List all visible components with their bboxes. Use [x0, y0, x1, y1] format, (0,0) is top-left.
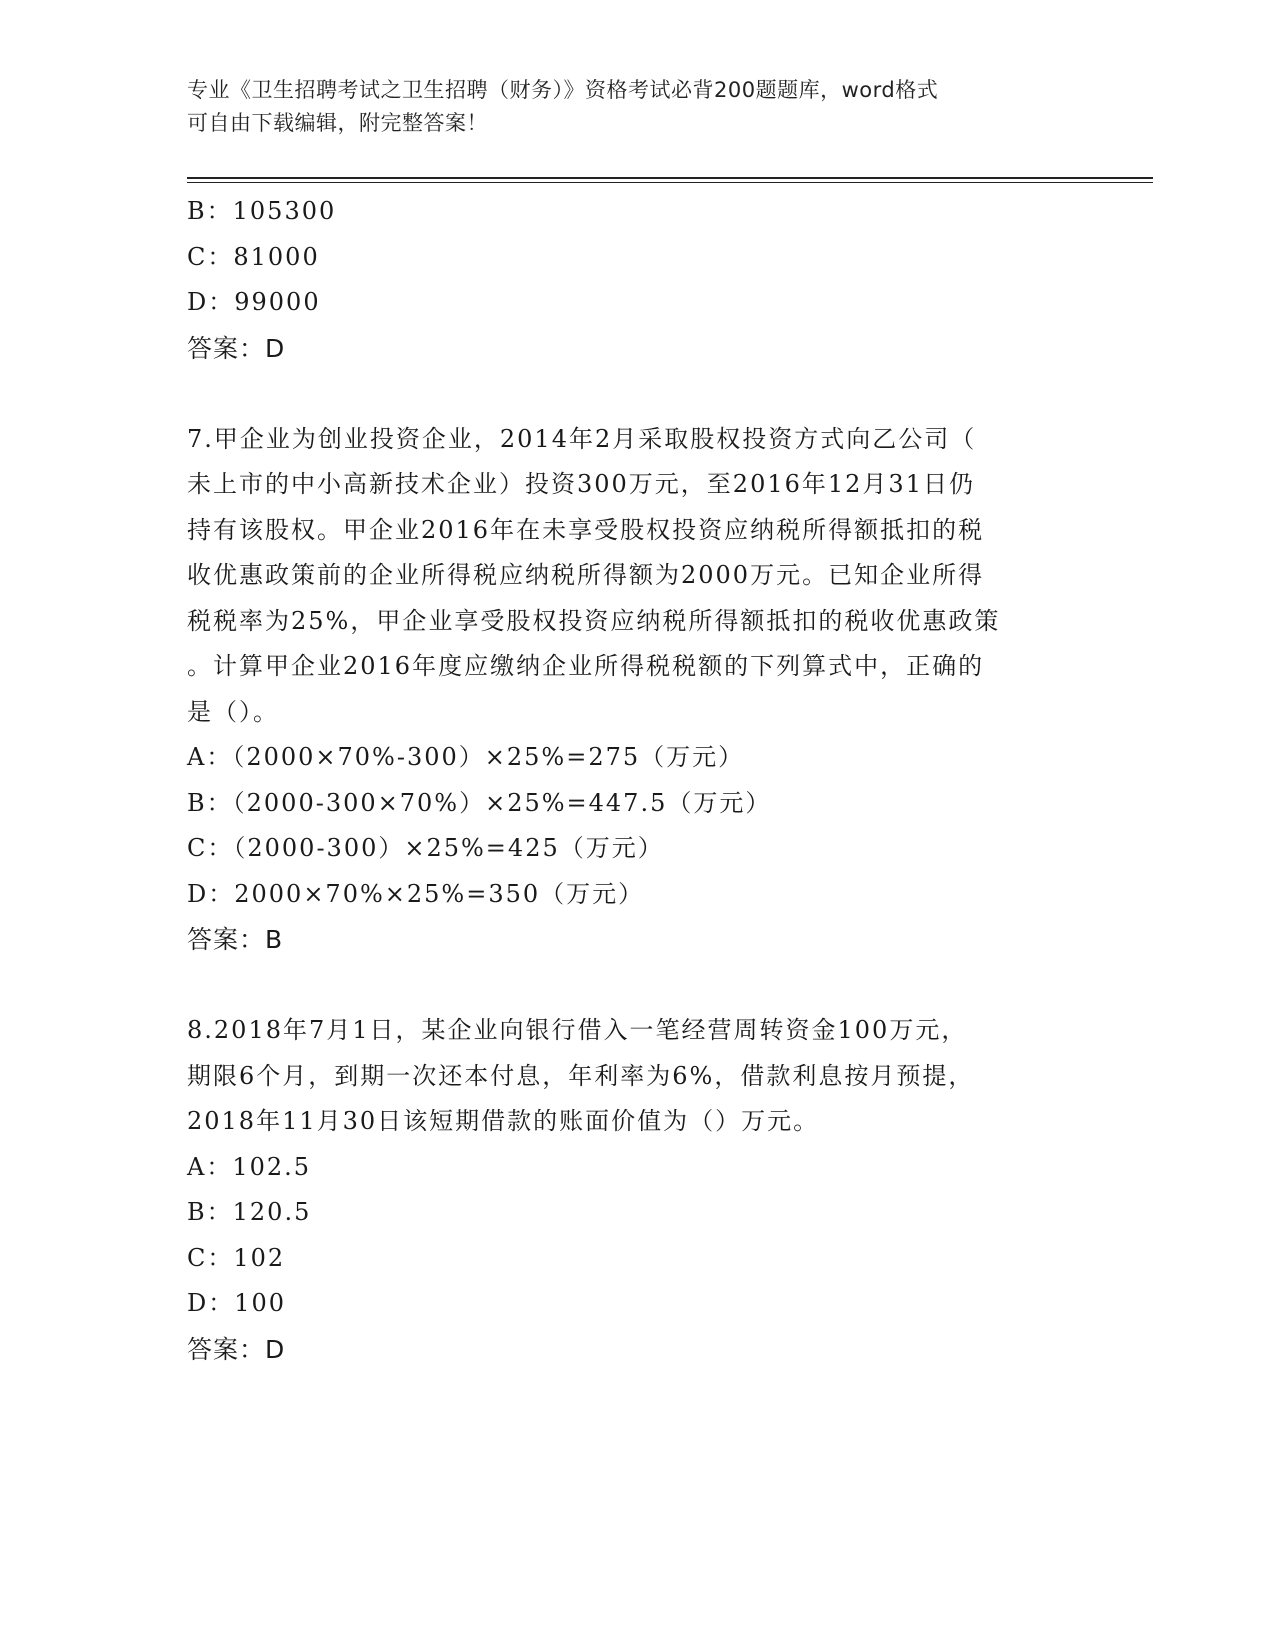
- answer-line: 答案：D: [187, 1334, 286, 1364]
- option-b: B：（2000-300×70%）×25%=447.5（万元）: [187, 788, 772, 817]
- answer-line: 答案：D: [187, 333, 286, 363]
- question-7: [187, 417, 1087, 963]
- document-header: [187, 74, 1067, 140]
- question-text-line: 是（）。: [187, 697, 279, 726]
- option-d: D：100: [187, 1289, 287, 1317]
- question-content: [187, 189, 1087, 1372]
- option-c: C：102: [187, 1243, 286, 1272]
- question-text-line: 2018年11月30日该短期借款的账面价值为（）万元。: [187, 1107, 820, 1135]
- header-divider-thin: [187, 182, 1153, 183]
- header-divider-thick: [187, 177, 1153, 179]
- answer-line: 答案：B: [187, 925, 284, 954]
- question-text-line: 7.甲企业为创业投资企业，2014年2月采取股权投资方式向乙公司（: [187, 424, 977, 453]
- question-text-line: 未上市的中小高新技术企业）投资300万元，至2016年12月31日仍: [187, 470, 975, 498]
- header-title-line-1: 专业《卫生招聘考试之卫生招聘（财务）》资格考试必背200题题库，word格式: [187, 78, 939, 102]
- question-spacer: [187, 963, 1087, 1009]
- question-text-line: 收优惠政策前的企业所得税应纳税所得额为2000万元。已知企业所得: [187, 561, 985, 589]
- option-d: D：2000×70%×25%=350（万元）: [187, 879, 645, 908]
- question-text-line: 。计算甲企业2016年度应缴纳企业所得税税额的下列算式中，正确的: [187, 652, 985, 680]
- option-c: C：81000: [187, 242, 320, 271]
- question-text-line: 税税率为25%，甲企业享受股权投资应纳税所得额抵扣的税收优惠政策: [187, 606, 1001, 635]
- question-text-line: 持有该股权。甲企业2016年在未享受股权投资应纳税所得额抵扣的税: [187, 515, 985, 544]
- question-spacer: [187, 371, 1087, 417]
- option-c: C：（2000-300）×25%=425（万元）: [187, 834, 664, 862]
- option-a: A：（2000×70%-300）×25%=275（万元）: [187, 743, 745, 771]
- question-8: [187, 1008, 1087, 1372]
- option-a: A：102.5: [187, 1152, 312, 1181]
- header-title-line-2: 可自由下载编辑，附完整答案！: [187, 111, 488, 135]
- question-text-line: 8.2018年7月1日，某企业向银行借入一笔经营周转资金100万元，: [187, 1016, 968, 1044]
- option-d: D：99000: [187, 288, 321, 316]
- question-text-line: 期限6个月，到期一次还本付息，年利率为6%，借款利息按月预提，: [187, 1061, 975, 1090]
- previous-question-options: [187, 189, 1087, 326]
- option-b: B：120.5: [187, 1198, 312, 1226]
- option-b: B：105300: [187, 197, 337, 225]
